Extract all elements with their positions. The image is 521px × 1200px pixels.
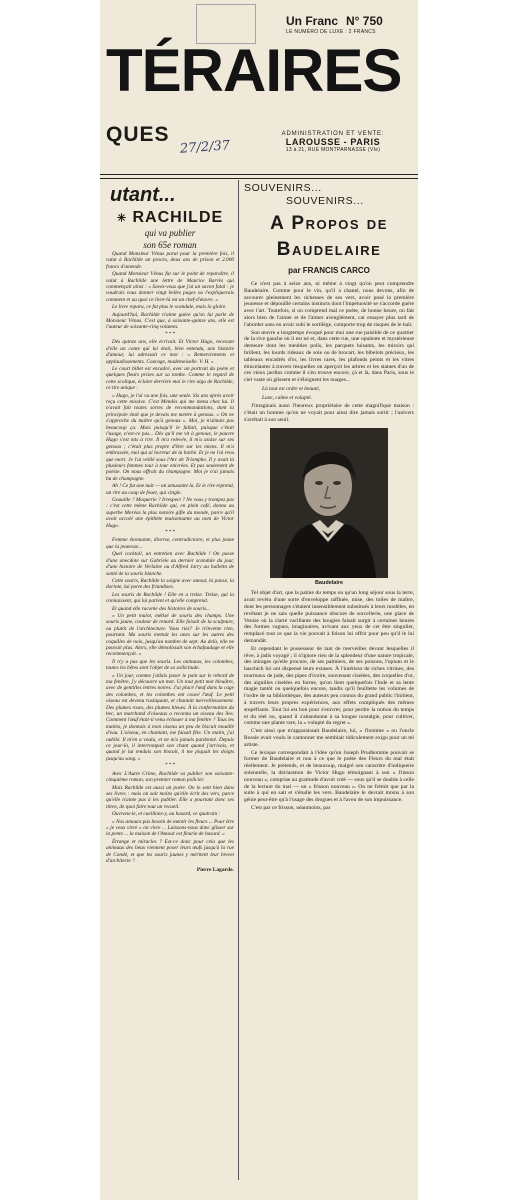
section-separator: * * * bbox=[165, 331, 175, 337]
verse-line: Là tout est ordre et beauté, bbox=[262, 385, 320, 392]
portrait-illustration bbox=[270, 428, 388, 578]
paragraph: Le court billet est encadré, avec un portrait du poète et quelques fleurs prises sur sa tombe. Comme le regard de cette scolique, éclaire derrière moi le rire aigu de Rachilde, ce tire unique : bbox=[106, 365, 234, 392]
paragraph: Et cependant le possesseur de tant de merveilles devant lesquelles il rêve, à jadis voyagé ; il n'ignore rien de la splendeur d'une nature tropicale, des mirages qu'elle procure, de ses palmiers, de ses poisons, l'opium et le haschich lui ont dispensé leurs extases. À l'intérieur de riches vitrines, des tourmaux de jade, des pipes d'ivoire, souvenant ciselées, des coquelles d'or, des aiguilles ciselées en forme, qu'on lient quelquefois l'Inde et sa lente magie tantôt ou quelquefois encore, tandis qu'il feuillette les volumes de l'ordre de sa bibliothèque, des auteurs peu connus du grand public l'initient, à travers leurs propres expériences, aux effets compliqués des mêmes stupéfiants. Tout lui est bon pour s'enivrer, pour perdre la notion du temps et du réel ou, quand il s'abandonne à sa longue nostalgie, pour cultiver, comme une plante rare, la « volupté du regret ». bbox=[244, 645, 414, 727]
paragraph: Aujourd'hui, Rachilde n'aime guère qu'on lui parle de Monsieur Vénus. C'est que, à soixante-quinze ans, elle est l'auteur de soixante-cinq volumes. bbox=[106, 311, 234, 331]
left-kicker: utant... bbox=[110, 184, 176, 206]
paragraph: Cette souris, Rachilde la soigne avec amour, la panse, la dorlote, lui porte des friandises. bbox=[106, 577, 234, 591]
paragraph: Le livre reparu, ce fut plus le scandale, mais la gloire. bbox=[112, 304, 227, 311]
rachilde-name: RACHILDE bbox=[132, 209, 224, 226]
paragraph: Ce lexique correspondait à l'idée qu'un Joseph Prudhomme pouvait se former de Baudelaire et non à ce que le poète des Fleurs du mal était réellement. Je prétends, et de beaucoup, malgré son caractère d'indiquerie solennelle, la déclaration de Victor Hugo témoignant à son « frisson nouveau », comprise au gratitude d'avoir créé — sous qu'il se double à celle de la lecture du mal — un « frisson nouveau ». On ne frémit que par la suite à qui en sait et s'étudie les vers. Baudelaire le devrait moins à son génie peut-être qu'à l'usage des drogues et à l'aveu de son impuissance. bbox=[244, 749, 414, 804]
masthead-title: TÉRAIRES bbox=[106, 37, 402, 104]
admin-line-3: 13 à 21, RUE MONTPARNASSE (VIe) bbox=[285, 147, 381, 153]
paragraph: Quand Monsieur Vénus parut pour la première fois, il valut à Rachilde un procès, deux ans de prison et 2.000 francs d'amende. bbox=[106, 251, 234, 270]
paragraph: Ah ! Ce fut une nuit — un amusante la. Et le rire reprend, un rire au coup de fouet, qui cingle. bbox=[106, 483, 234, 496]
baudelaire-portrait bbox=[270, 428, 388, 578]
paragraph: Femme étonnante, diverse, contradictoire, et plus jeune que la jeunesse... bbox=[106, 537, 234, 550]
kicker-line-1: SOUVENIRS... bbox=[244, 182, 322, 194]
paragraph: C'est par ce frisson, néanmoins, par bbox=[251, 805, 331, 812]
kicker-line-2: SOUVENIRS... bbox=[286, 195, 364, 207]
headline-line-2: Baudelaire bbox=[276, 239, 382, 260]
section-separator: * * * bbox=[165, 530, 175, 536]
paragraph: J'imaginais aussi l'heureux propriétaire de cette magnifique maison : c'était un homme qu'on ne voyait pour ainsi dire jamais sortir ; l'univers s'arrêtait à son seuil. bbox=[244, 403, 414, 423]
paragraph: « Un jour, comme j'allais poser le pain sur le rebord de ma fenêtre, j'y découvre un mot. Un tout petit mot bleuâtre, avec de gentilles lettres noires. J'ai placé l'œuf dans la cage des colombes, et les colombes ont couvé l'œuf. Le petit oiseau est devenu rustiquant, et chantait merveilleusement. Des plumes roses, des plumes bleues. À la conformation du bec, un marchand d'oiseaux a reconnu un oiseau des îles. Comment l'œuf était-il venu échouer à ma fenêtre ? Tous les matins, je donnais à mon oiseau un peu de biscuit mouillé d'eau. L'oiseau, en chantant, me faisait fête. Un matin, j'ai oublié. Il m'en a voulu, et ne m'a jamais pardonné. Depuis ce jour-là, il interrompait son chant quand j'arrivais, et quand je lui tendais son biscuit, il me piquait les doigts jusqu'au sang. » bbox=[106, 672, 234, 762]
poem-quatrain: « Nos amours pas besoin de mentir les fleurs ... Pour être « je veux vivre » on vivre ... Laissons-nous donc glisser sur la pente ... la maison de l'Amour est fleurie de hasard. » bbox=[106, 818, 234, 838]
paragraph: Gouaille ? Moquerie ? Irrespect ? Ne vous y trompez pas : c'est cette même Rachilde qui, en plein café, donna au superbe Moréas la plus notoire gifle du monde, parce qu'il avait accolé une épithète malsonnante au nom de Victor Hugo. bbox=[106, 497, 234, 529]
paragraph: Étrange et miracles ? Est-ce donc pour cela que les animaux des lieux viennent poser leurs œufs jusqu'à la rue de Condé, et que les souris jaunes y méritent leur brevet d'architecte ? bbox=[106, 838, 234, 864]
paragraph: Quel cocktail, un entretien avec Rachilde ! On passe d'une anecdote sur Gabriele au dernier scandale du jour, d'une histoire de Verlaine ou d'Alfred Jarry au bulletin de santé de la souris blanche. bbox=[106, 551, 234, 577]
masthead-rule-thin bbox=[100, 178, 418, 179]
paragraph: Dès quinze ans, elle écrivait. Et Victor Hugo, recevant d'elle un conte qui lui était, bien entendu, une histoire d'amour, lui adressait ce mot : « Remerciements et applaudissements. Courage, mademoiselle. V. H. » bbox=[106, 339, 234, 365]
baudelaire-headline bbox=[244, 211, 414, 263]
baudelaire-body bbox=[244, 281, 414, 812]
byline: par FRANCIS CARCO bbox=[288, 266, 370, 275]
rachilde-body bbox=[106, 251, 234, 864]
paragraph: « Hugo, je l'ai vu une fois, une seule. Six ans après avoir reçu cette missive. C'est Mendès qui me mena chez lui. Il n'avait fait toutes sortes de recommandations, dont la principale était que je devais me mettre à genoux. « On ne s'approche du maître qu'à genoux ». Moi, je n'aimais pas beaucoup ça. Mais puisqu'il le fallait, puisque c'était l'usage, n'est-ce pas... Dès qu'il me vit à genoux, le pauvre Hugo s'est mis à rire. Il m'a relevée, il m'a assise sur ses genoux ; c'était plus propre d'être sur les miens. Il m'a embrassée, moi qui ai horreur de la barbe. Et je ne l'ai revu que mort. Je l'ai veillé sous l'Arc de Triomphe. Il y avait là plusieurs femmes tour à tour enivrées. Et pas seulement de poésie. On nous offrait du champagne. Moi je n'ai jamais bu de champagne. bbox=[106, 392, 234, 482]
baudelaire-article bbox=[244, 182, 414, 1192]
paragraph: Les souris de Rachilde ! Elle en a treize. Treize, qui la connaissent, qui lui parlent et qu'elle comprend. bbox=[106, 591, 234, 605]
portrait-caption: Baudelaire bbox=[314, 579, 344, 586]
newspaper-clipping bbox=[100, 0, 418, 1200]
admin-line-1: ADMINISTRATION ET VENTE: bbox=[281, 131, 385, 137]
star-icon: ✳ bbox=[116, 212, 128, 225]
paragraph: C'est ainsi que m'apparaissait Baudelaire, lui, « l'homme » ou l'oncle Rossie avait voulu le cantonner me semblait ridiculement exigu pour un tel artiste. bbox=[244, 728, 414, 748]
paragraph: Son œuvre a longtemps évoqué pour moi une rue paisible de ce quartier de la rive gauche où il est né et, dans cette rue, une opulente et mystérieuse demeure dont les meubles polis, les parquets luisants, les miroirs qui brillent, les lourds rideaux de soie ou de brocart, les bibelots précieux, les tableaux encadrés d'or, les livres rares, les plafonds peints et les vitres étincelantes à travers lesquelles on aperçoit les arbres et les statues d'un de ces vieux jardins comme il s'en trouve encore, çà et là, dans Paris, sous le ciel vaste où glissent et s'éloignent les nuages... bbox=[244, 329, 414, 384]
headline-line-1: A Propos de bbox=[270, 213, 388, 234]
paragraph: « Un petit mulot, métisé de souris des champs. Une souris jaune, couleur de renard. Elle faisait de la sculpture, ou plutôt de l'architecture. Vous riez? Je n'invente rien, pourtant. Ma souris mettait les unes sur les autres des coquilles de noix, jusqu'au nombre de sept. Au delà, elle ne pouvait plus. Alors, elle démolissait son échafaudage et elle recommençait. » bbox=[106, 612, 234, 658]
rachilde-sub-1: qui va publier bbox=[144, 228, 196, 238]
column-rule bbox=[238, 180, 239, 1180]
handwritten-date: 27/2/37 bbox=[179, 138, 231, 157]
paragraph: Ce n'est pas à seize ans, ni même à vingt qu'on peut comprendre Baudelaire. Comme pour le vin, qu'il a chanté, nous devons, afin de savourer pleinement les richesses de ses vers, avoir posé la première jeunesse et dépouillé certains instincts dont l'impétuosité se s'accorde guère avec l'art. Toutefois, si on comprend mal ce poète, de bonne heure, on fait alors bien de l'aimer et de l'aimer aveuglément, car essayer plus tard de l'aborder sans en avoir subi le sortilège, comporte trop de risques de le haïr. bbox=[244, 281, 414, 328]
masthead-subtitle: QUES bbox=[106, 123, 170, 146]
section-separator: * * * bbox=[165, 763, 175, 769]
rachilde-article bbox=[106, 182, 234, 1182]
admin-line-2: LAROUSSE - PARIS bbox=[285, 137, 381, 147]
masthead-rule bbox=[100, 174, 418, 175]
rachilde-headline bbox=[106, 209, 234, 227]
right-kicker bbox=[244, 182, 414, 208]
verse-line: Luxe, calme et volupté. bbox=[262, 394, 312, 401]
luxe-price: LE NUMÉRO DE LUXE : 2 FRANCS bbox=[286, 29, 376, 35]
price: Un Franc bbox=[286, 14, 339, 28]
rachilde-sub-2: son 65e roman bbox=[143, 240, 197, 250]
paragraph: Tel objet d'art, que la patine du temps ou qu'un long séjour sous la terre, avait revêtu d'une sorte d'enveloppe raffinée, mise, des toiles de maître, dont les personnages s'étaient insensiblement substitués à leurs modèles, en revêtant je ne sais quelle puissance obscure de sorcellerie, une glace de Venise où la clarté vacillante des bougies faisait surgir à certaines heures des formes vagues, imaginaires, avivant aux yeux de cet être singulier, remplacé tout ce que la vie pouvait à foison lui offrir pour peu qu'il le lui demandât. bbox=[244, 590, 414, 644]
paragraph: Ouvrons-le, et cueillons-y, au hasard, ce quatrain : bbox=[112, 811, 221, 818]
paragraph: Il n'y a pas que les souris. Les animaux, les colombes, toutes les bêtes sont l'objet de sa sollicitude. bbox=[106, 658, 234, 672]
paragraph: Quand Monsieur Vénus fut sur le point de reparaître, il valut à Rachilde une lettre de Maurice Barrès qui commençait ainsi : « Savez-vous que j'ai un savon fatal : je voudrais vous donner vingt belles pages ou l'expliquerais comment et au quoi ce livre-là est un chef-d'œuvre. » bbox=[106, 271, 234, 303]
issue-number: N° 750 bbox=[346, 14, 383, 28]
paragraph: Et quand elle raconte des histoires de souris... bbox=[112, 605, 211, 612]
admin-block bbox=[250, 131, 416, 153]
paragraph: Mais Rachilde est aussi un poète. On le sent bien dans ses livres : mais on sait moins qu'elle écrit des vers, parce qu'elle n'aime pas à les publier. Elle a pourtant donc ses titres, de quoi faire tout un recueil. bbox=[106, 784, 234, 810]
signature: Pierre Lagarde. bbox=[196, 867, 234, 874]
paragraph: Avec L'Autre Crime, Rachilde va publier son soixante-cinquième roman, son premier roman policier. bbox=[106, 770, 234, 784]
